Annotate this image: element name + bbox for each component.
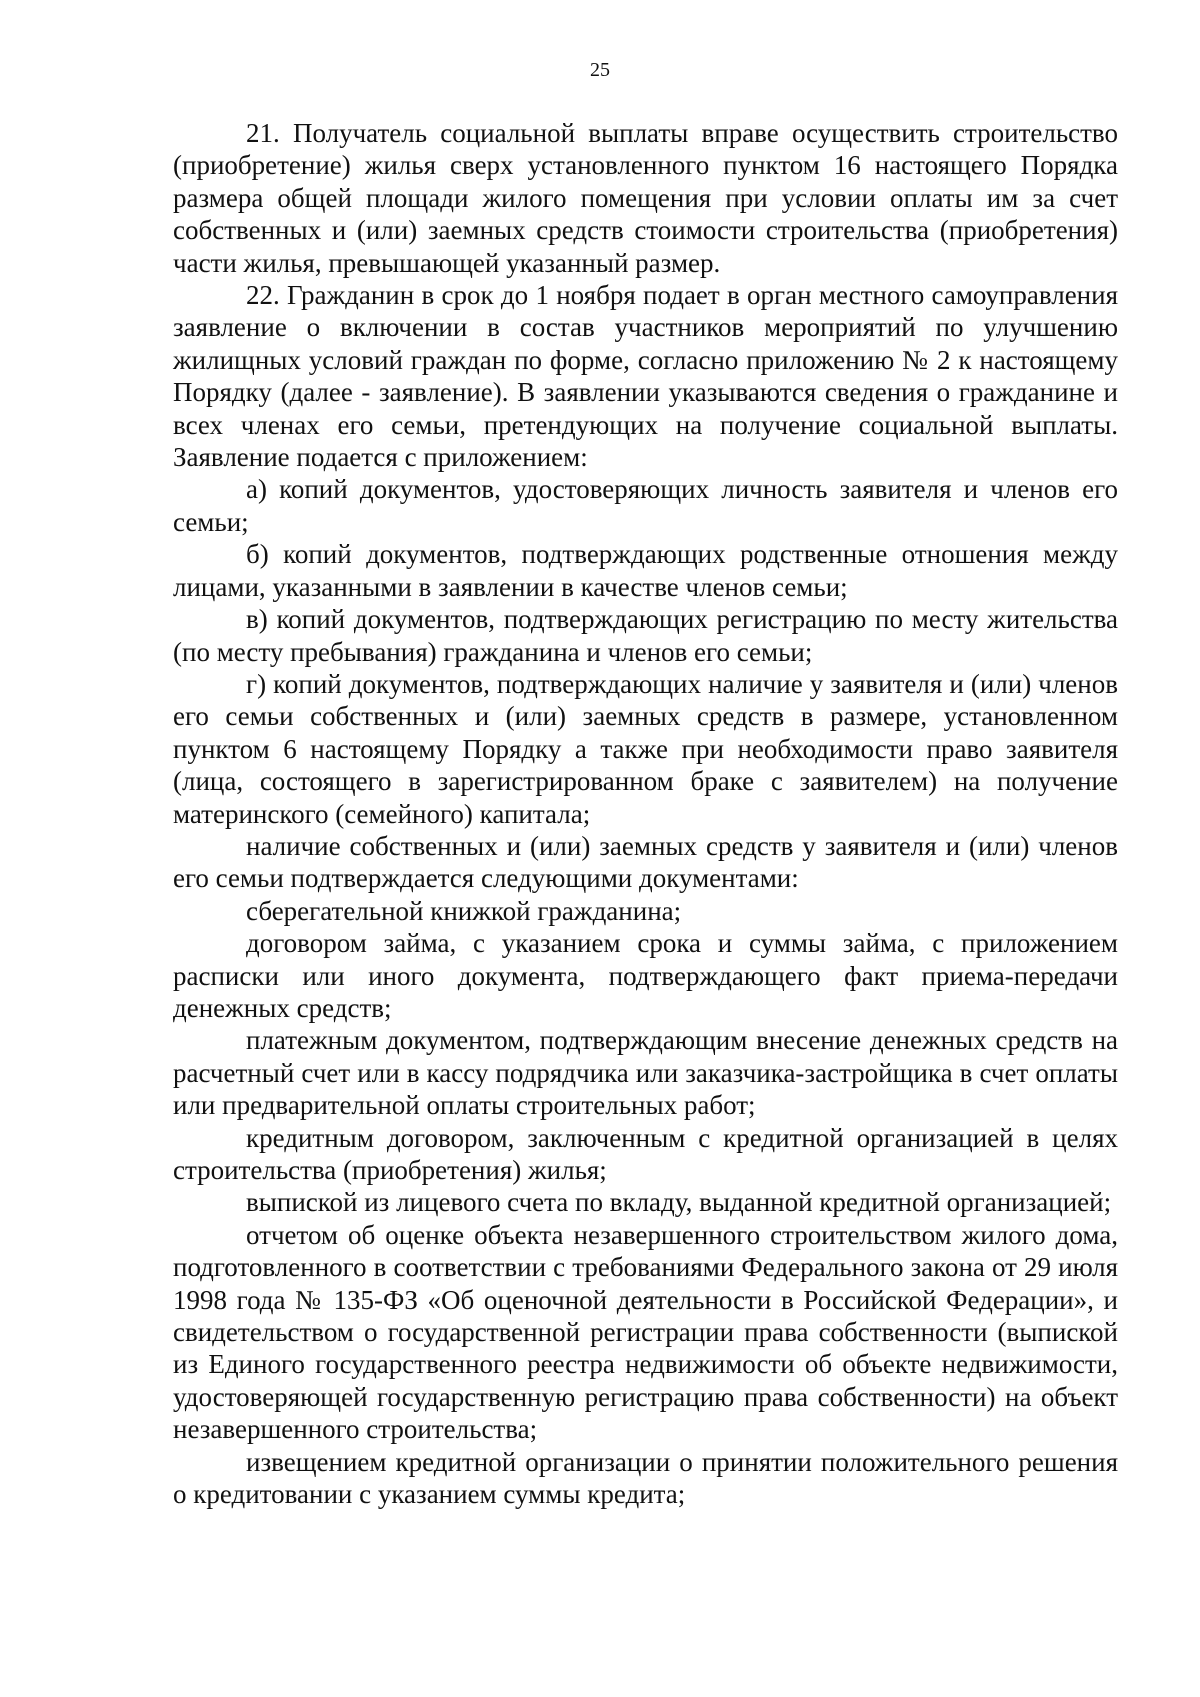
document-item-loan-agreement: договором займа, с указанием срока и суммы займа, с приложением расписки или иного документа, подтверждающего факт приема-передачи денежных средств; — [173, 928, 1118, 1023]
list-item-g: г) копий документов, подтверждающих наличие у заявителя и (или) членов его семьи собственных и (или) заемных средств в размере, установленном пунктом 6 настоящему Порядку а также при необходимости право заявителя (лица, состоящего в зарегистрированном браке с заявителем) на получение материнского (семейного) капитала; — [173, 668, 1118, 829]
page-number: 25 — [590, 59, 610, 81]
document-body — [173, 117, 1118, 1510]
document-item-credit-notice: извещением кредитной организации о принятии положительного решения о кредитовании с указанием суммы кредита; — [173, 1446, 1118, 1510]
paragraph-21: 21. Получатель социальной выплаты вправе осуществить строительство (приобретение) жилья сверх установленного пунктом 16 настоящего Порядка размера общей площади жилого помещения при условии оплаты им за счет собственных и (или) заемных средств стоимости строительства (приобретения) части жилья, превышающей указанный размер. — [173, 118, 1118, 278]
paragraph-22: 22. Гражданин в срок до 1 ноября подает в орган местного самоуправления заявление о включении в состав участников мероприятий по улучшению жилищных условий граждан по форме, согласно приложению № 2 к настоящему Порядку (далее - заявление). В заявлении указываются сведения о гражданине и всех членах его семьи, претендующих на получение социальной выплаты. Заявление подается с приложением: — [173, 280, 1118, 473]
document-item-valuation-report: отчетом об оценке объекта незавершенного строительством жилого дома, подготовленного в соответствии с требованиями Федерального закона от 29 июля 1998 года № 135-ФЗ «Об оценочной деятельности в Российской Федерации», и свидетельством о государственной регистрации права собственности (выпиской из Единого государственного реестра недвижимости об объекте недвижимости, удостоверяющей государственную регистрацию права собственности) на объект незавершенного строительства; — [173, 1219, 1118, 1445]
list-item-b: б) копий документов, подтверждающих родственные отношения между лицами, указанными в заявлении в качестве членов семьи; — [173, 539, 1118, 602]
document-item-credit-agreement: кредитным договором, заключенным с кредитной организацией в целях строительства (приобретения) жилья; — [173, 1122, 1118, 1185]
list-item-v: в) копий документов, подтверждающих регистрацию по месту жительства (по месту пребывания) гражданина и членов его семьи; — [173, 604, 1118, 667]
document-item-payment-document: платежным документом, подтверждающим внесение денежных средств на расчетный счет или в кассу подрядчика или заказчика-застройщика в счет оплаты или предварительной оплаты строительных работ; — [173, 1025, 1118, 1121]
list-item-a: а) копий документов, удостоверяющих личность заявителя и членов его семьи; — [173, 474, 1118, 537]
paragraph-funds-confirmation: наличие собственных и (или) заемных средств у заявителя и (или) членов его семьи подтверждается следующими документами: — [173, 830, 1118, 894]
document-item-account-statement: выпиской из лицевого счета по вкладу, выданной кредитной организацией; — [246, 1187, 1112, 1218]
document-item-savings-book: сберегательной книжкой гражданина; — [246, 895, 682, 926]
